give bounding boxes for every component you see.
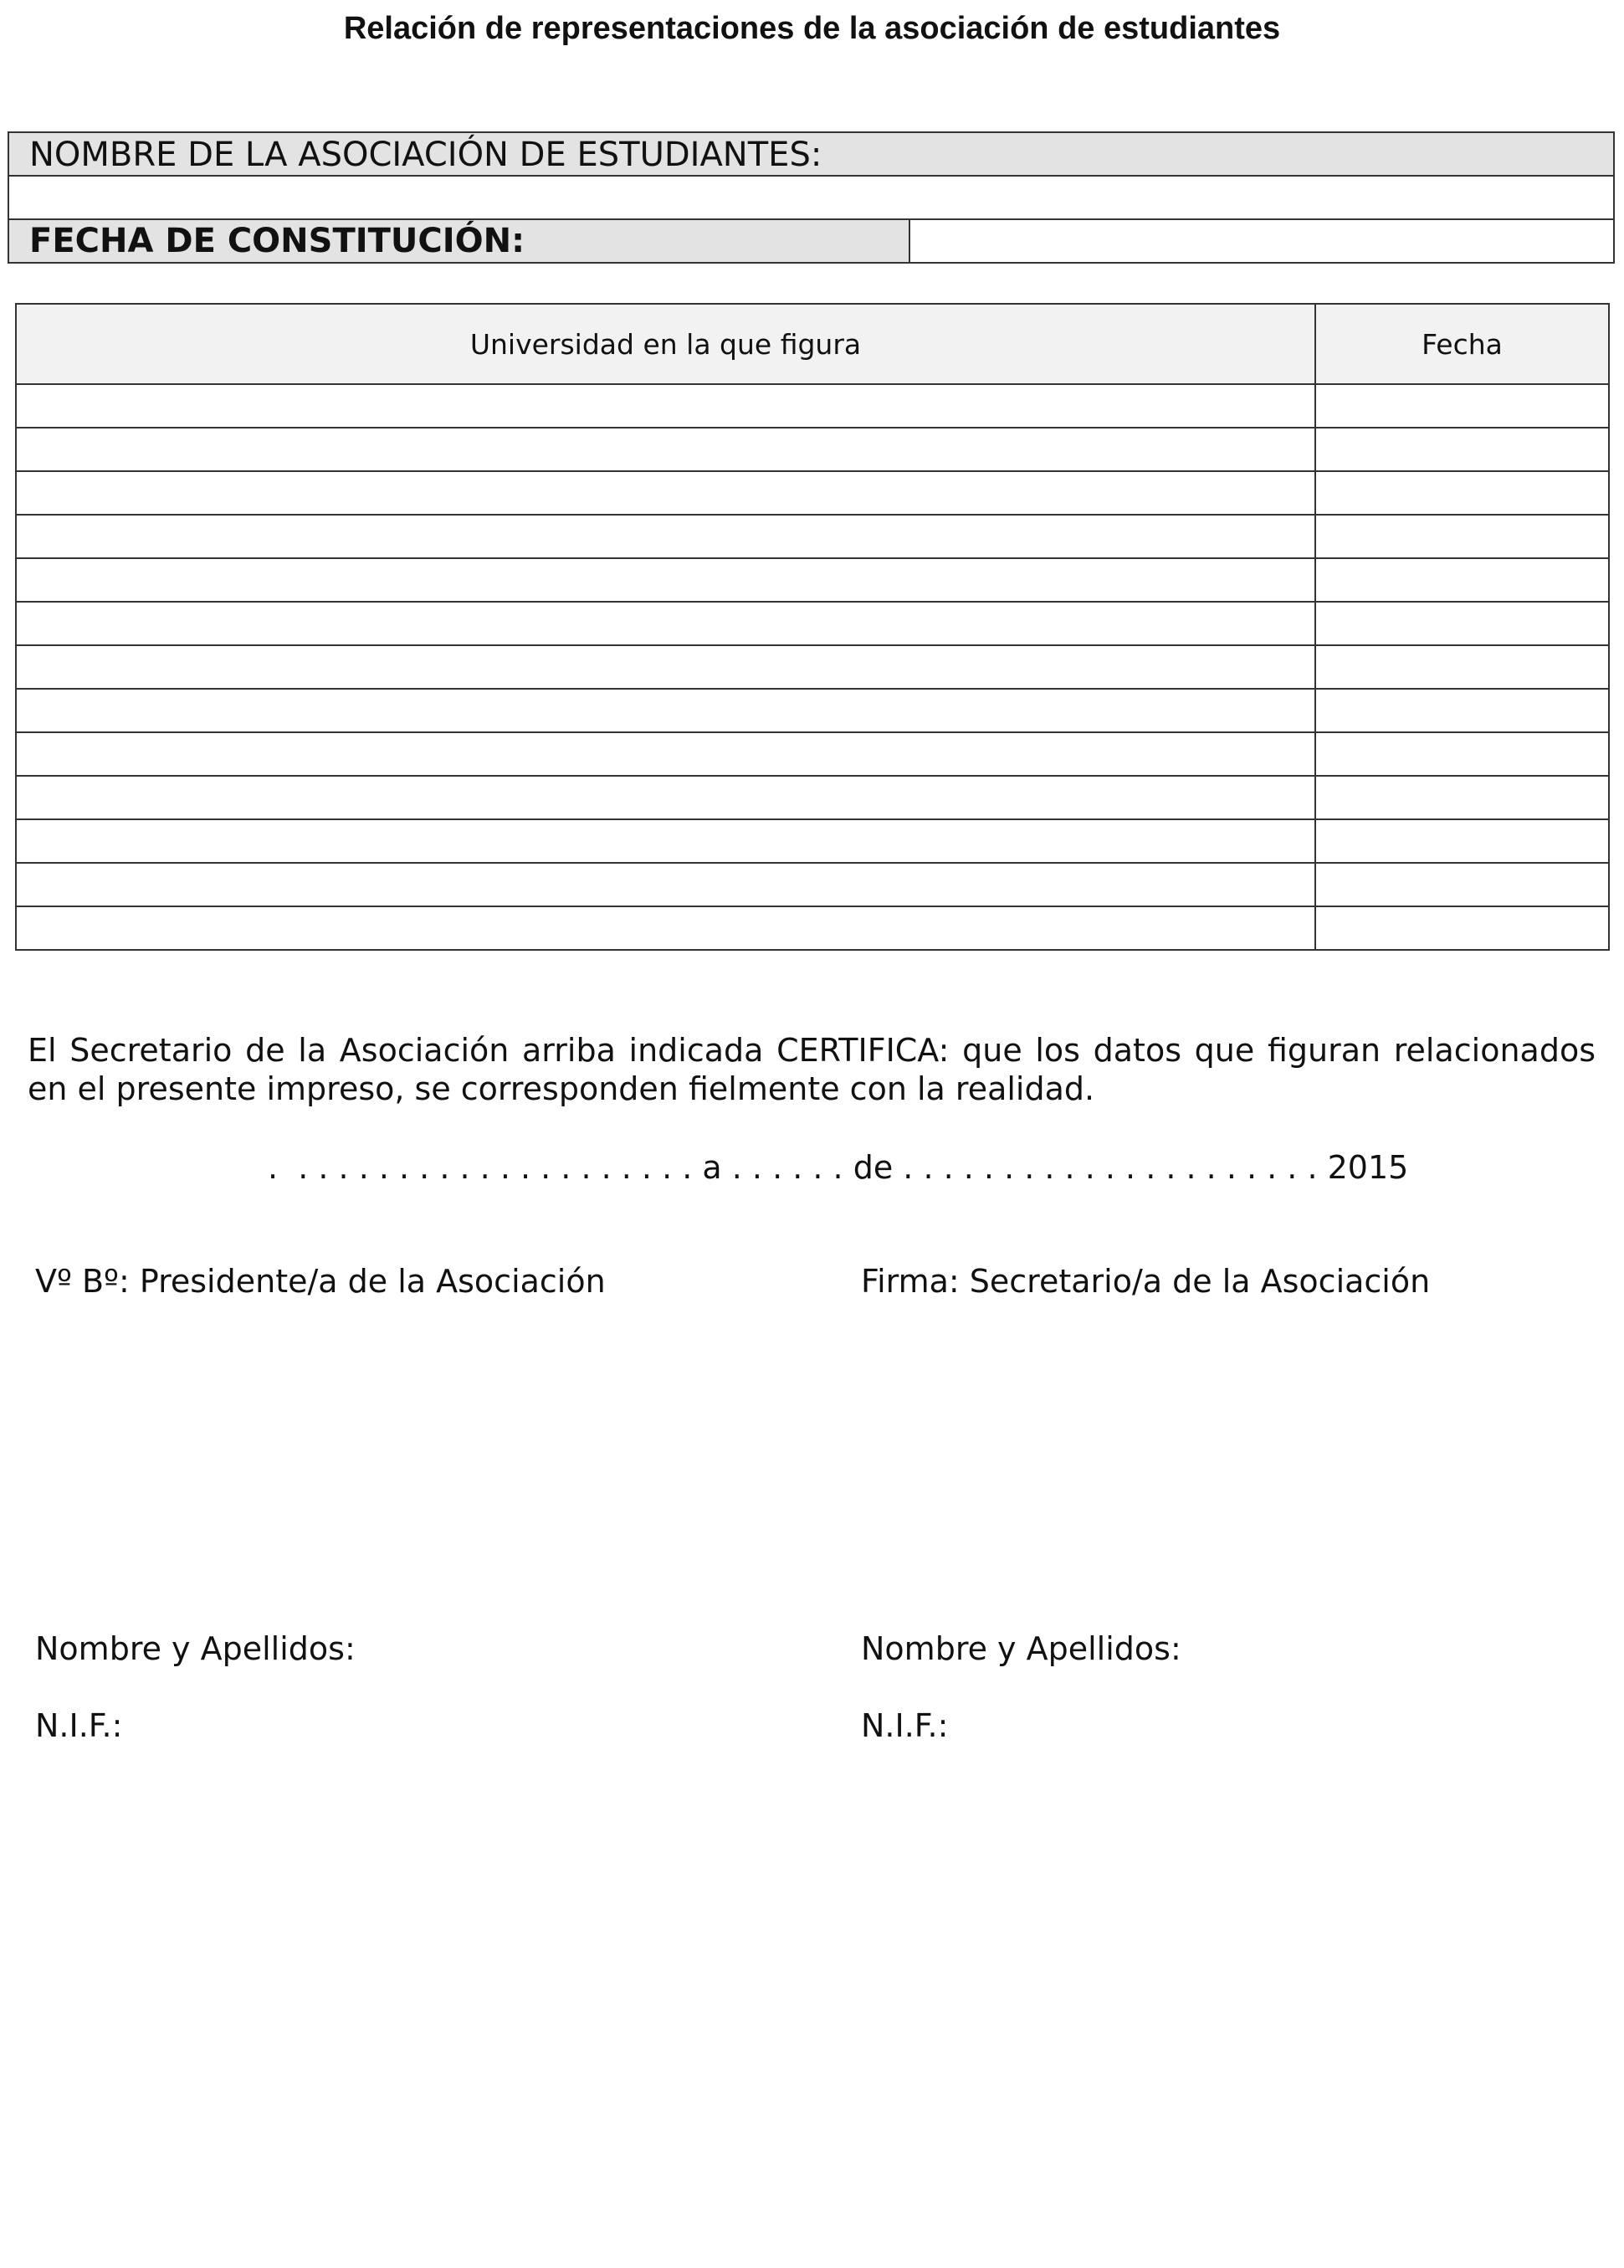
table-row (16, 689, 1609, 732)
university-cell[interactable] (16, 515, 1315, 558)
table-row (16, 732, 1609, 776)
date-cell[interactable] (1315, 515, 1609, 558)
constitution-date-label: FECHA DE CONSTITUCIÓN: (9, 220, 910, 262)
constitution-date-field[interactable] (910, 220, 1613, 262)
date-cell[interactable] (1315, 428, 1609, 471)
table-row (16, 558, 1609, 602)
president-nif-label: N.I.F.: (35, 1707, 123, 1744)
secretary-name-label: Nombre y Apellidos: (861, 1630, 1181, 1667)
university-cell[interactable] (16, 776, 1315, 819)
date-cell[interactable] (1315, 602, 1609, 645)
secretary-nif-label: N.I.F.: (861, 1707, 949, 1744)
date-cell[interactable] (1315, 689, 1609, 732)
table-row (16, 819, 1609, 863)
university-cell[interactable] (16, 819, 1315, 863)
date-cell[interactable] (1315, 819, 1609, 863)
table-row (16, 471, 1609, 515)
table-row (16, 776, 1609, 819)
date-cell[interactable] (1315, 384, 1609, 428)
university-cell[interactable] (16, 558, 1315, 602)
university-cell[interactable] (16, 645, 1315, 689)
representations-table (15, 303, 1610, 951)
date-cell[interactable] (1315, 732, 1609, 776)
association-name-label: NOMBRE DE LA ASOCIACIÓN DE ESTUDIANTES: (9, 133, 1613, 177)
table-row (16, 906, 1609, 950)
university-cell[interactable] (16, 863, 1315, 906)
date-cell[interactable] (1315, 863, 1609, 906)
date-cell[interactable] (1315, 558, 1609, 602)
date-cell[interactable] (1315, 645, 1609, 689)
association-info-box (8, 131, 1615, 264)
header-date: Fecha (1315, 304, 1609, 384)
university-cell[interactable] (16, 732, 1315, 776)
document-title: Relación de representaciones de la asociación de estudiantes (343, 11, 1281, 46)
table-row (16, 428, 1609, 471)
president-name-label: Nombre y Apellidos: (35, 1630, 356, 1667)
date-cell[interactable] (1315, 776, 1609, 819)
certification-text: El Secretario de la Asociación arriba indicada CERTIFICA: que los datos que figuran relacionados en el presente impreso, se corresponden fielmente con la realidad. (28, 1032, 1596, 1107)
secretary-signature-heading: Firma: Secretario/a de la Asociación (861, 1263, 1431, 1300)
university-cell[interactable] (16, 689, 1315, 732)
place-date-line: . . . . . . . . . . . . . . . . . . . . . a . . . . . . de . . . . . . . . . . . . . . . . . . . . . 2015 (268, 1149, 1409, 1186)
table-row (16, 645, 1609, 689)
header-university: Universidad en la que figura (16, 304, 1315, 384)
university-cell[interactable] (16, 384, 1315, 428)
table-header-row (16, 304, 1609, 384)
table-row (16, 602, 1609, 645)
president-signature-heading: Vº Bº: Presidente/a de la Asociación (35, 1263, 606, 1300)
table-row (16, 384, 1609, 428)
university-cell[interactable] (16, 471, 1315, 515)
date-cell[interactable] (1315, 906, 1609, 950)
table-row (16, 515, 1609, 558)
university-cell[interactable] (16, 602, 1315, 645)
university-cell[interactable] (16, 428, 1315, 471)
table-row (16, 863, 1609, 906)
association-name-field[interactable] (9, 177, 1613, 220)
university-cell[interactable] (16, 906, 1315, 950)
date-cell[interactable] (1315, 471, 1609, 515)
